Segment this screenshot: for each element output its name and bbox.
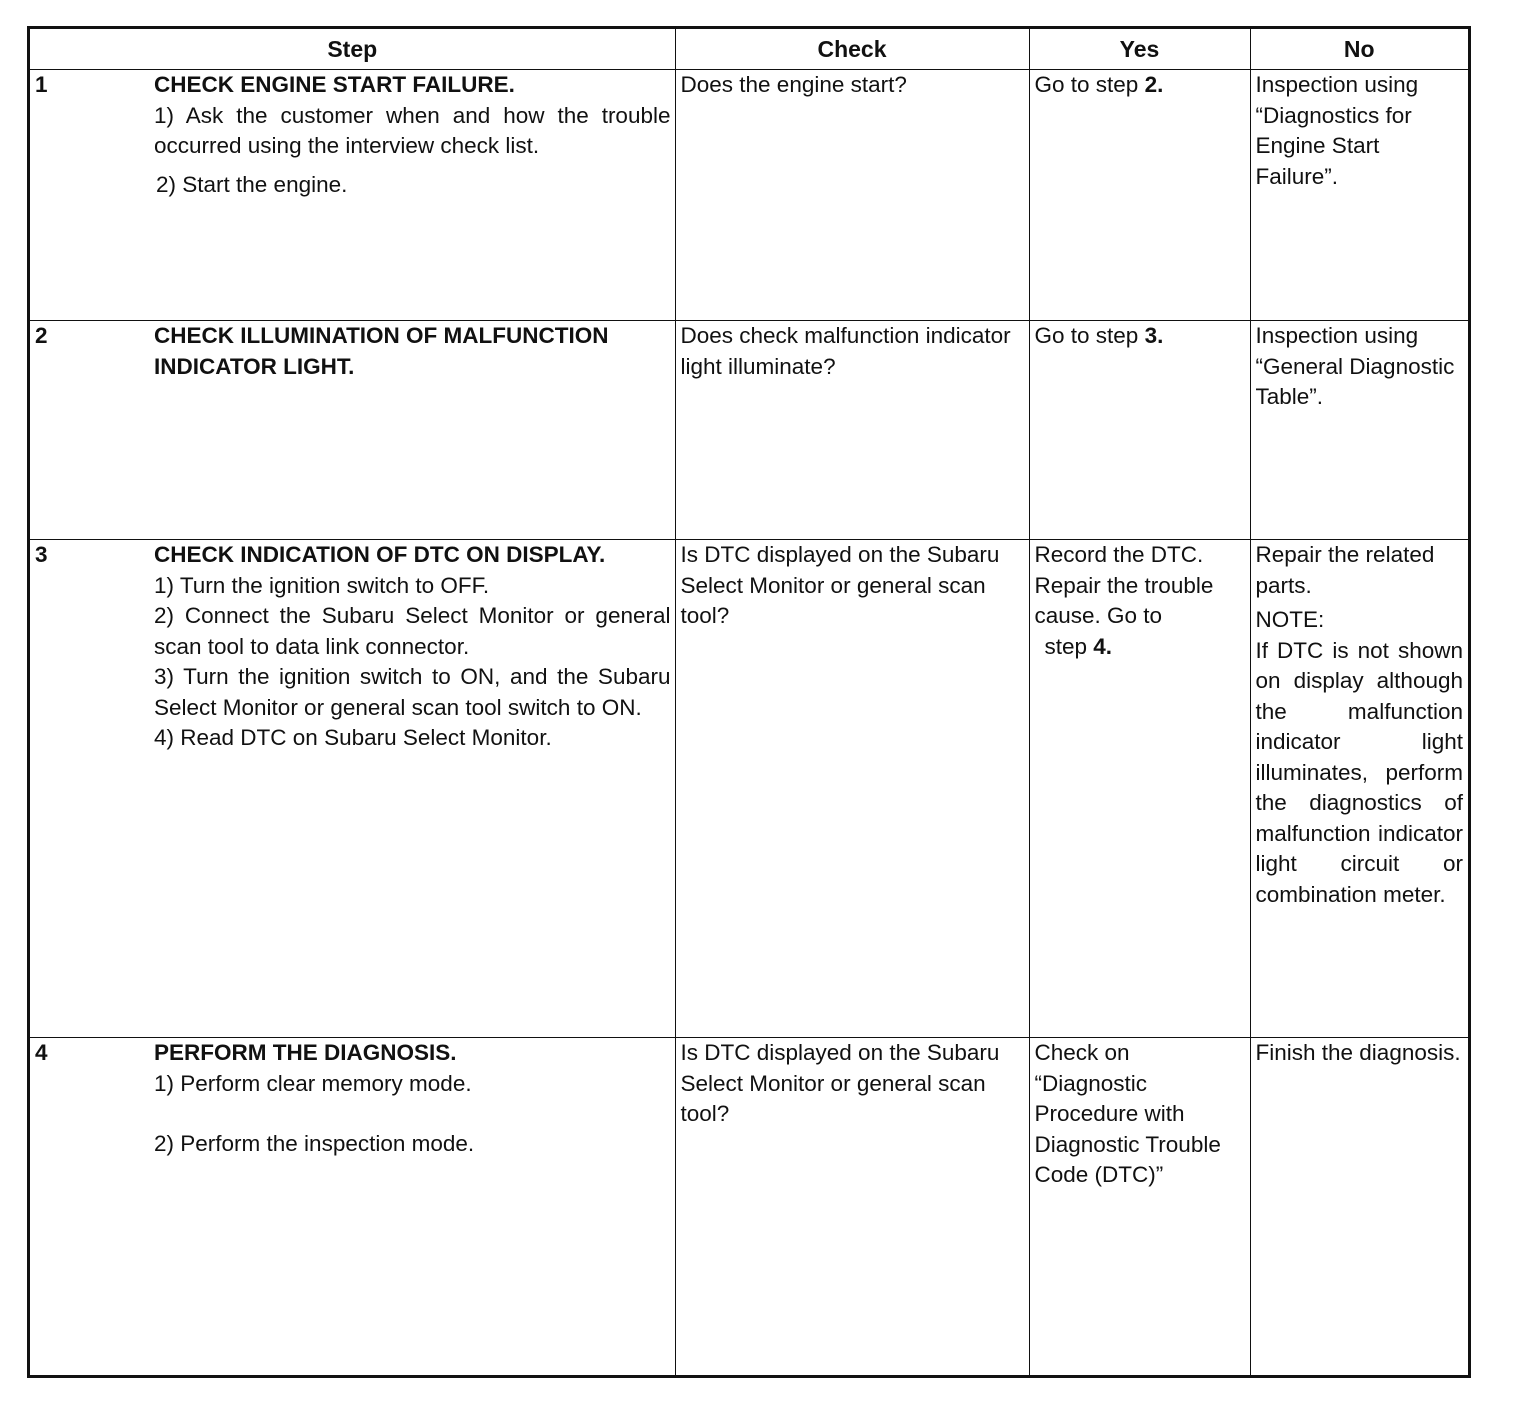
yes-text: Go to step — [1034, 323, 1145, 348]
yes-cell: Check on “Diagnostic Procedure with Diagnostic Trouble Code (DTC)” — [1029, 1038, 1250, 1379]
yes-step-ref: 4. — [1093, 633, 1113, 659]
diagnostic-table — [30, 29, 1468, 1378]
substep: 1) Ask the customer when and how the trouble occurred using the interview check list. — [154, 102, 671, 158]
note-text: If DTC is not shown on display although the malfunction indicator light illuminates, perform the diagnostics of malfunction indicator light circuit or combination meter. — [1255, 637, 1463, 907]
substep: 3) Turn the ignition switch to ON, and the Subaru Select Monitor or general scan tool switch to ON. — [154, 664, 671, 720]
yes-step-prefix: step — [1044, 633, 1094, 659]
step-cell — [30, 70, 675, 321]
header-step: Step — [30, 29, 675, 70]
check-cell: Is DTC displayed on the Subaru Select Monitor or general scan tool? — [675, 540, 1029, 1038]
check-cell: Is DTC displayed on the Subaru Select Monitor or general scan tool? — [675, 1038, 1029, 1379]
no-cell — [1250, 540, 1468, 1038]
step-number: 3 — [35, 542, 48, 567]
yes-text: Go to step — [1034, 72, 1145, 97]
header-check: Check — [675, 29, 1029, 70]
substep: 2) Connect the Subaru Select Monitor or general scan tool to data link connector. — [154, 603, 671, 659]
step-title: PERFORM THE DIAGNOSIS. — [154, 1040, 457, 1065]
step-number: 2 — [35, 323, 48, 348]
header-no: No — [1250, 29, 1468, 70]
step-cell — [30, 321, 675, 540]
yes-step-line — [1035, 632, 1245, 663]
table-row — [30, 321, 1468, 540]
yes-cell — [1029, 70, 1250, 321]
step-title: CHECK INDICATION OF DTC ON DISPLAY. — [154, 542, 606, 567]
step-cell — [30, 1038, 675, 1379]
step-number: 1 — [35, 72, 48, 97]
no-text: Repair the related parts. — [1255, 542, 1435, 598]
substep: 2) Perform the inspection mode. — [154, 1131, 475, 1156]
check-cell: Does check malfunction indicator light illuminate? — [675, 321, 1029, 540]
step-title: CHECK ENGINE START FAILURE. — [154, 72, 515, 97]
no-cell: Inspection using “General Diagnostic Table”. — [1250, 321, 1468, 540]
table-row — [30, 70, 1468, 321]
yes-step-ref: 3. — [1144, 323, 1164, 348]
header-yes: Yes — [1029, 29, 1250, 70]
no-cell: Inspection using “Diagnostics for Engine Start Failure”. — [1250, 70, 1468, 321]
diagnostic-table-frame — [27, 26, 1471, 1378]
table-row — [30, 1038, 1468, 1379]
substep: 1) Turn the ignition switch to OFF. — [154, 572, 490, 598]
yes-cell — [1029, 321, 1250, 540]
table-row — [30, 540, 1468, 1038]
yes-text: Record the DTC. Repair the trouble cause. Go to — [1034, 542, 1214, 628]
substep: 1) Perform clear memory mode. — [154, 1070, 472, 1096]
header-row — [30, 29, 1468, 70]
check-cell: Does the engine start? — [675, 70, 1029, 321]
substep: 2) Start the engine. — [156, 171, 348, 197]
yes-step-ref: 2. — [1144, 72, 1164, 97]
note-label: NOTE: — [1255, 607, 1325, 632]
step-cell — [30, 540, 675, 1038]
substep: 4) Read DTC on Subaru Select Monitor. — [154, 725, 552, 750]
step-title: CHECK ILLUMINATION OF MALFUNCTION INDICATOR LIGHT. — [154, 323, 609, 379]
no-cell: Finish the diagnosis. — [1255, 1040, 1461, 1065]
yes-cell — [1029, 540, 1250, 1038]
step-number: 4 — [35, 1040, 48, 1065]
